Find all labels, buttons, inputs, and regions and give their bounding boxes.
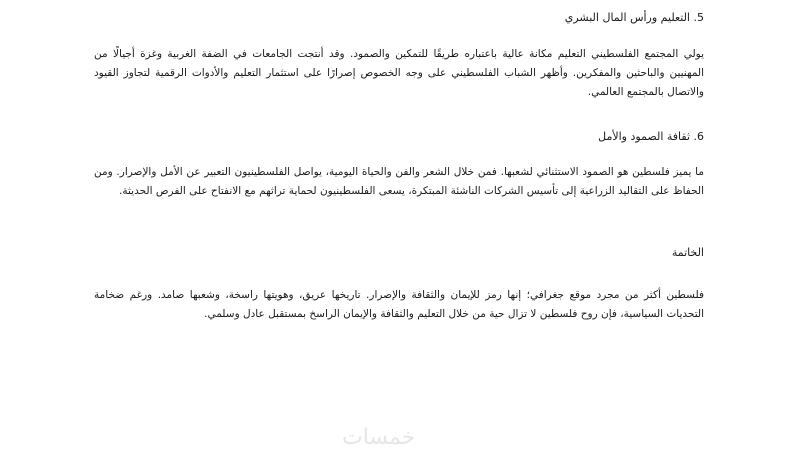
section-5-heading: 5. التعليم ورأس المال البشري	[564, 11, 704, 24]
section-5-paragraph: يولي المجتمع الفلسطيني التعليم مكانة عالية باعتباره طريقًا للتمكين والصمود. وقد أنتجت الجامعات في الضفة الغربية وغزة أجيالًا من المهنيين والباحثين والمفكرين. وأظهر الشباب الفلسطيني على وجه الخصوص إصرارًا على استثمار التعليم والأدوات الرقمية لتجاوز القيود والاتصال بالمجتمع العالمي.	[94, 48, 704, 98]
conclusion-paragraph: فلسطين أكثر من مجرد موقع جغرافي؛ إنها رمز للإيمان والثقافة والإصرار. تاريخها عريق، وهويتها راسخة، وشعبها صامد. ورغم ضخامة التحديات السياسية، فإن روح فلسطين لا تزال حية من خلال التعليم والثقافة والإيمان الراسخ بمستقبل عادل وسلمي.	[94, 289, 704, 320]
section-6-paragraph: ما يميز فلسطين هو الصمود الاستثنائي لشعبها. فمن خلال الشعر والفن والحياة اليومية، يواصل الفلسطينيون التعبير عن الأمل والإصرار. ومن الحفاظ على التقاليد الزراعية إلى تأسيس الشركات الناشئة المبتكرة، يسعى الفلسطينيون لحماية تراثهم مع الانفتاح على الفرص الحديثة.	[94, 166, 704, 197]
watermark-logo: خمسات	[342, 425, 416, 450]
conclusion-heading: الخاتمة	[671, 246, 704, 259]
section-6-heading: 6. ثقافة الصمود والأمل	[598, 130, 704, 143]
